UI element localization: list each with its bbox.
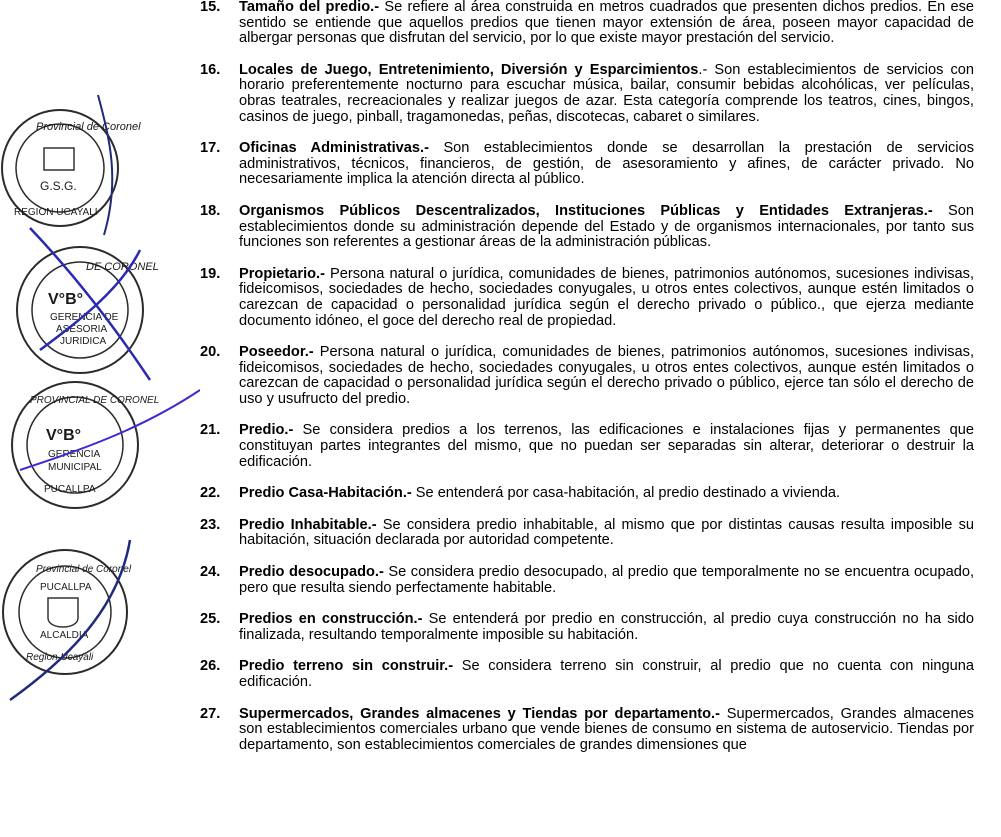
item-text: Se entenderá por predio en construcción, al predio cuya construcción no ha sido finalizada, resultando temporalmente imposible su habitación. [239, 611, 975, 643]
item-term: Propietario.- [239, 265, 325, 282]
definition-item-23 [200, 518, 974, 549]
item-text: Se entenderá por casa-habitación, al predio destinado a vivienda. [411, 485, 841, 502]
item-number: 19. [200, 265, 221, 282]
item-text: Se considera terreno sin construir, al predio que no cuenta con ninguna edificación. [239, 658, 974, 690]
definition-item-16 [200, 63, 974, 125]
item-text: Persona natural o jurídica, comunidades de bienes, patrimonios autónomos, sucesiones indivisas, fideicomisos, sociedades de hecho, sociedades conyugales, u otros entes colectivos, aunque estén limitados o carezcan de capacidad o personalidad jurídica según el derecho privado o público, ejerce tan sólo el derecho de uso y usufructo del predio. [239, 344, 974, 407]
item-term: Supermercados, Grandes almacenes y Tiendas por departamento.- [239, 705, 720, 722]
item-text: Se considera predio inhabitable, al mismo que por distintas causas resulta imposible su habitación, situación declarada por autoridad competente. [239, 516, 974, 549]
seal-gerencia-vobo: V°B° [46, 427, 82, 444]
item-text: Se considera predio desocupado, al predio que temporalmente no se encuentra ocupado, pero que resulta siendo perfectamente habitable. [239, 564, 974, 596]
item-body [239, 659, 974, 690]
definition-item-21 [200, 423, 974, 470]
definition-item-25 [200, 612, 974, 643]
definition-item-15 [200, 0, 974, 47]
item-number: 16. [200, 61, 221, 78]
definition-item-18 [200, 204, 974, 251]
item-body [239, 267, 974, 329]
item-body [239, 423, 974, 470]
item-text: Persona natural o jurídica, comunidades de bienes, patrimonios autónomos, sucesiones indivisas, fideicomisos, sociedades de hecho, sociedades conyugales, u otros entes colectivos, aunque estén limitados o carezcan de capacidad o personalidad jurídica según el derecho privado o público., que ejerza mediante documento idóneo, el goce del derecho real de propiedad. [239, 265, 974, 329]
item-number: 22. [200, 485, 221, 502]
item-body [239, 141, 974, 188]
item-body [239, 612, 974, 643]
item-text: Se refiere al área construida en metros cuadrados que presenten dichos predios. En ese sentido se entiende que aquellos predios que tienen mayor extensión de área, poseen mayor capacidad de albergar personas que disfrutan del servicio, por lo que existe mayor prestación del servicio. [239, 0, 975, 47]
coat-of-arms-icon [48, 598, 78, 627]
definition-item-20 [200, 345, 974, 407]
seal-column [0, 0, 200, 837]
seal-gerencia-municipal [12, 382, 200, 508]
item-number: 23. [200, 516, 221, 533]
seal-asesoria-arc-text: DE CORONEL [86, 261, 159, 273]
seal-gsg-arc-text: Provincial de Coronel [36, 121, 141, 133]
item-body [239, 0, 974, 47]
seal-asesoria-vobo: V°B° [48, 291, 84, 308]
item-term: Tamaño del predio.- [239, 0, 380, 15]
definition-item-22 [200, 486, 974, 502]
definition-item-27 [200, 707, 974, 754]
item-term: Poseedor.- [239, 344, 314, 361]
seals-drawing [0, 0, 200, 837]
seal-asesoria-line1: GERENCIA DE [50, 312, 119, 323]
item-body [239, 204, 974, 251]
seal-alcaldia-bottom-text: Region Ucayali [26, 652, 94, 663]
seal-asesoria-line2: ASESORIA [56, 324, 108, 335]
seal-alcaldia-line2: ALCALDIA [40, 630, 89, 641]
item-term: Organismos Públicos Descentralizados, Instituciones Públicas y Entidades Extranjeras.- [239, 202, 933, 219]
seal-gerencia-arc-text: PROVINCIAL DE CORONEL [30, 395, 160, 406]
item-body [239, 707, 974, 754]
item-number: 17. [200, 140, 221, 157]
seal-alcaldia-line1: PUCALLPA [40, 582, 92, 593]
item-term: Predio.- [239, 422, 294, 439]
item-term: Oficinas Administrativas.- [239, 140, 429, 157]
item-term: Predios en construcción.- [239, 611, 423, 628]
seal-gsg-bottom-text: REGION UCAYALI [14, 207, 98, 218]
definition-item-17 [200, 141, 974, 188]
item-number: 15. [200, 0, 221, 15]
seal-asesoria-juridica [17, 228, 159, 380]
item-body [239, 518, 974, 549]
item-body [239, 565, 974, 596]
item-number: 26. [200, 658, 221, 675]
definition-item-19 [200, 267, 974, 329]
item-number: 25. [200, 611, 221, 628]
item-term: Locales de Juego, Entretenimiento, Diversión y Esparcimientos [239, 61, 699, 78]
item-number: 18. [200, 202, 221, 219]
definition-item-26 [200, 659, 974, 690]
seal-gsg [2, 95, 141, 235]
seal-gerencia-line2: MUNICIPAL [48, 462, 102, 473]
seal-alcaldia [3, 540, 132, 700]
item-number: 24. [200, 564, 221, 581]
item-text: Son establecimientos donde su administración depende del Estado y de organismos internacionales, por tanto sus funciones son referentes a gestionar áreas de la administración públicas. [239, 202, 974, 251]
item-term: Predio terreno sin construir.- [239, 658, 454, 675]
item-text: Son establecimientos donde se desarrollan la prestación de servicios administrativos, técnicos, financieros, de gestión, de asesoramiento y afines, de carácter privado. No necesariamente implica la atención directa al público. [239, 140, 974, 188]
coat-of-arms-icon [44, 148, 74, 170]
definitions-list [200, 0, 974, 769]
seal-gerencia-bottom-text: PUCALLPA [44, 484, 96, 495]
item-term: Predio desocupado.- [239, 564, 384, 581]
seal-asesoria-line3: JURIDICA [60, 336, 107, 347]
item-body [239, 63, 974, 125]
item-number: 21. [200, 422, 221, 439]
item-number: 27. [200, 705, 221, 722]
signature-1 [98, 95, 112, 235]
seal-gerencia-line1: GERENCIA [48, 449, 101, 460]
item-number: 20. [200, 344, 221, 361]
item-text: Supermercados, Grandes almacenes son establecimientos comerciales urbano que vende bienes de consumo en sistema de autoservicio. Tiendas por departamento, son establecimientos comerciales de grandes dimensiones que [239, 705, 974, 753]
item-text: Se considera predios a los terrenos, las edificaciones e instalaciones fijas y permanentes que constituyan partes integrantes del mismo, que no puedan ser separadas sin alterar, deteriorar o destruir la edificación. [239, 422, 974, 470]
item-body [239, 486, 974, 502]
item-body [239, 345, 974, 407]
item-term: Predio Inhabitable.- [239, 516, 377, 533]
item-term: Predio Casa-Habitación.- [239, 485, 412, 502]
seal-alcaldia-arc-text: Provincial de Coronel [36, 564, 132, 575]
item-text: .- Son establecimientos de servicios con horario preferentemente nocturno para escuchar música, bailar, consumir bebidas alcohólicas, ver películas, obras teatrales, recreacionales y realizar juegos de azar. Esta categoría comprende los teatros, cines, bingos, casinos de juego, pinball, tragamonedas, peñas, discotecas, cabaret o similares. [239, 61, 974, 125]
definition-item-24 [200, 565, 974, 596]
seal-gsg-center-text: G.S.G. [40, 179, 77, 193]
